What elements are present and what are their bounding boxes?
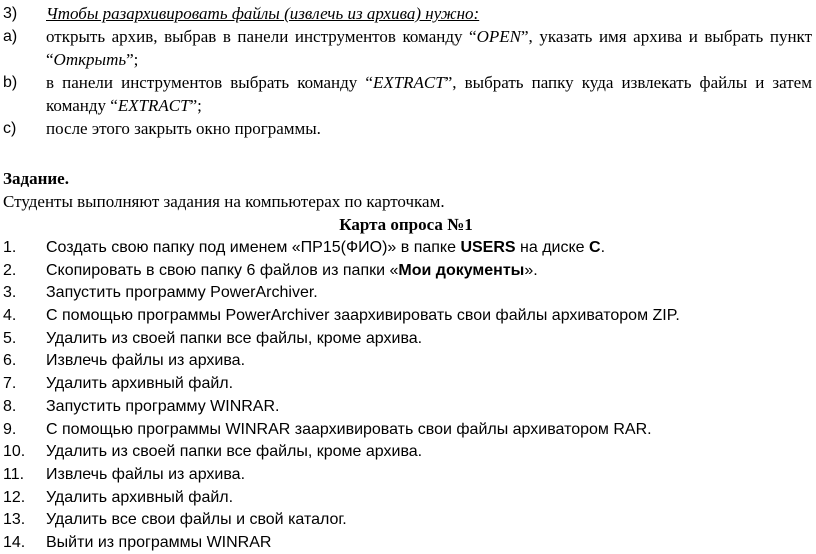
item-text [46,259,812,282]
step-text: после этого закрыть окно программы. [46,119,321,138]
item-number: 6. [3,352,17,370]
item-number: 5. [3,329,17,347]
list-item [0,281,812,304]
item-text: Извлечь файлы из архива. [46,352,246,370]
command-extract: EXTRACT [117,96,190,115]
item-text: Запустить программу PowerArchiver. [46,284,318,302]
step-a [0,25,812,71]
item-text-part: Скопировать в свою папку 6 файлов из папки « [46,261,399,279]
task-heading: Задание. [3,169,69,188]
item-text: Удалить архивный файл. [46,375,234,393]
item-number: 8. [3,397,17,415]
list-item [0,259,812,282]
item-text: С помощью программы WINRAR заархивировать свои файлы архиватором RAR. [46,420,652,438]
section-title: Чтобы разархивировать файлы (извлечь из архива) нужно: [46,4,480,23]
document-page [0,2,812,554]
list-item [0,304,812,327]
spacer [0,140,812,167]
item-text: Запустить программу WINRAR. [46,397,280,415]
item-text: Удалить все свои файлы и свой каталог. [46,511,347,529]
task-intro: Студенты выполняют задания на компьютерах по карточкам. [3,192,445,211]
item-number: 13. [3,511,26,529]
list-item [0,395,812,418]
list-item [0,418,812,441]
item-number: 1. [3,239,17,256]
item-number: 14. [3,533,26,551]
command-open: OPEN [476,27,521,46]
list-item [0,531,812,554]
step-text-part: открыть архив, выбрав в панели инструментов команду “ [46,27,477,46]
item-text: Выйти из программы WINRAR [46,533,272,551]
list-item [0,372,812,395]
step-number: b) [3,74,18,91]
section-3-heading [0,2,812,25]
step-text-part: ”; [189,96,202,115]
step-text [46,71,812,117]
item-number: 4. [3,307,17,325]
folder-name: USERS [460,239,516,256]
list-item [0,349,812,372]
list-item [0,236,812,259]
menu-item-open: Открыть [53,50,127,69]
list-item [0,327,812,350]
item-number: 7. [3,375,17,393]
list-item [0,508,812,531]
task-list [0,236,812,554]
item-number: 11. [3,465,25,483]
list-item [0,486,812,509]
step-text-part: ”, выбрать папку куда извлекать файлы и затем команду “ [46,73,812,115]
step-text-part: ”, указать имя архива и выбрать пункт “ [46,27,812,69]
step-text [46,25,812,71]
card-title: Карта опроса №1 [339,215,473,234]
item-text: Удалить из своей папки все файлы, кроме архива. [46,329,423,347]
item-number: 9. [3,420,17,438]
step-number: c) [3,120,17,137]
drive-letter: С [589,239,601,256]
folder-name: Мои документы [398,261,525,279]
step-text-part: ”; [126,50,139,69]
item-number: 12. [3,488,26,506]
section-number: 3) [3,5,18,22]
step-c [0,117,812,140]
list-item [0,440,812,463]
item-text-part: ». [524,261,538,279]
step-b [0,71,812,117]
item-text [46,236,812,259]
item-text-part: на диске [515,239,589,256]
item-number: 10. [3,443,26,461]
item-number: 2. [3,261,17,279]
item-text: С помощью программы PowerArchiver заархивировать свои файлы архиватором ZIP. [46,307,680,325]
item-text: Удалить из своей папки все файлы, кроме архива. [46,443,423,461]
step-text-part: в панели инструментов выбрать команду “ [46,73,373,92]
item-text-part: Создать свою папку под именем «ПР15(ФИО)» в папке [46,239,461,256]
list-item [0,463,812,486]
step-number: a) [3,28,18,45]
item-text-part: . [600,239,606,256]
item-text: Удалить архивный файл. [46,488,234,506]
item-number: 3. [3,284,17,302]
command-extract: EXTRACT [372,73,445,92]
item-text: Извлечь файлы из архива. [46,465,246,483]
